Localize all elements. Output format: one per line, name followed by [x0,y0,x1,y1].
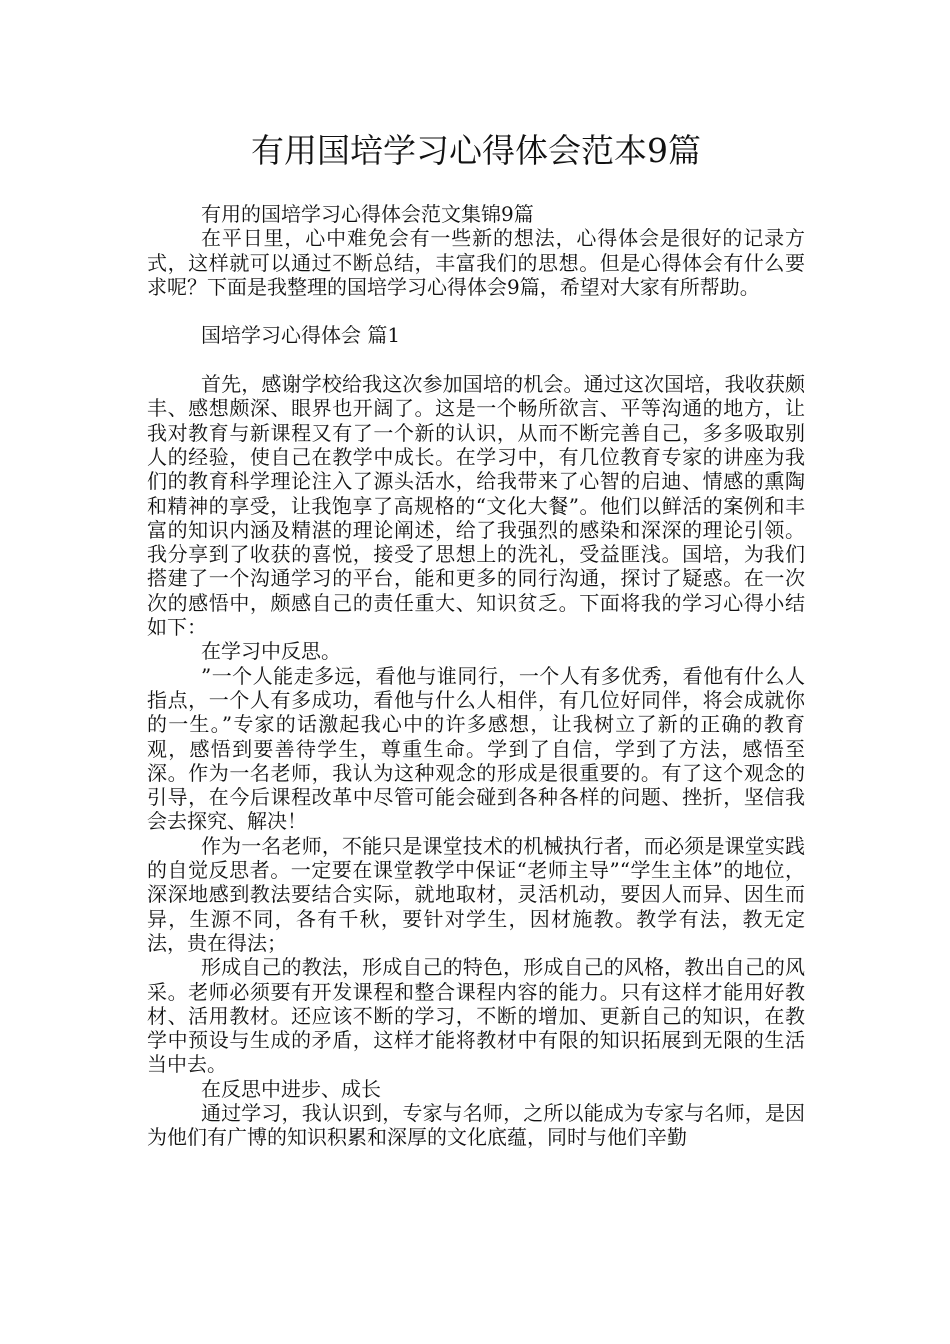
document-page [147,126,805,1150]
body-paragraph-3: 作为一名老师，不能只是课堂技术的机械执行者，而必须是课堂实践的自觉反思者。一定要在课堂教学中保证“老师主导”“学生主体”的地位，深深地感到教法要结合实际，就地取材，灵活机动，要因人而异、因生而异，生源不同，各有千秋，要针对学生，因材施教。教学有法，教无定法，贵在得法； [147,833,805,955]
body-paragraph-2: ”一个人能走多远，看他与谁同行，一个人有多优秀，看他有什么人指点，一个人有多成功，看他与什么人相伴，有几位好同伴，将会成就你的一生。”专家的话激起我心中的许多感想，让我树立了新的正确的教育观，感悟到要善待学生，尊重生命。学到了自信，学到了方法，感悟至深。作为一名老师，我认为这种观念的形成是很重要的。有了这个观念的引导，在今后课程改革中尽管可能会碰到各种各样的问题、挫折，坚信我会去探究、解决！ [147,663,805,834]
body-paragraph-1: 首先，感谢学校给我这次参加国培的机会。通过这次国培，我收获颇丰、感想颇深、眼界也开阔了。这是一个畅所欲言、平等沟通的地方，让我对教育与新课程又有了一个新的认识，从而不断完善自己，多多吸取别人的经验，使自己在教学中成长。在学习中，有几位教育专家的讲座为我们的教育科学理论注入了源头活水，给我带来了心智的启迪、情感的熏陶和精神的享受，让我饱享了高规格的“文化大餐”。他们以鲜活的案例和丰富的知识内涵及精湛的理论阐述，给了我强烈的感染和深深的理论引领。我分享到了收获的喜悦，接受了思想上的洗礼，受益匪浅。国培，为我们搭建了一个沟通学习的平台，能和更多的同行沟通，探讨了疑惑。在一次次的感悟中，颇感自己的责任重大、知识贫乏。下面将我的学习心得小结如下： [147,372,805,640]
subheading-reflect-in-learning: 在学习中反思。 [201,639,341,664]
intro-paragraph: 在平日里，心中难免会有一些新的想法，心得体会是很好的记录方式，这样就可以通过不断总结，丰富我们的思想。但是心得体会有什么要求呢？下面是我整理的国培学习心得体会9篇，希望对大家有所帮助。 [147,226,805,299]
document-title: 有用国培学习心得体会范本9篇 [251,131,701,170]
subtitle-paragraph: 有用的国培学习心得体会范文集锦9篇 [201,202,534,226]
section-heading-1: 国培学习心得体会 篇1 [201,323,401,348]
subheading-progress-in-reflection: 在反思中进步、成长 [201,1076,381,1101]
body-paragraph-5: 通过学习，我认识到，专家与名师，之所以能成为专家与名师，是因为他们有广博的知识积累和深厚的文化底蕴，同时与他们辛勤 [147,1100,805,1150]
body-paragraph-4: 形成自己的教法，形成自己的特色，形成自己的风格，教出自己的风采。老师必须要有开发课程和整合课程内容的能力。只有这样才能用好教材、活用教材。还应该不断的学习，不断的增加、更新自己的知识，在教学中预设与生成的矛盾，这样才能将教材中有限的知识拓展到无限的生活当中去。 [147,955,805,1077]
